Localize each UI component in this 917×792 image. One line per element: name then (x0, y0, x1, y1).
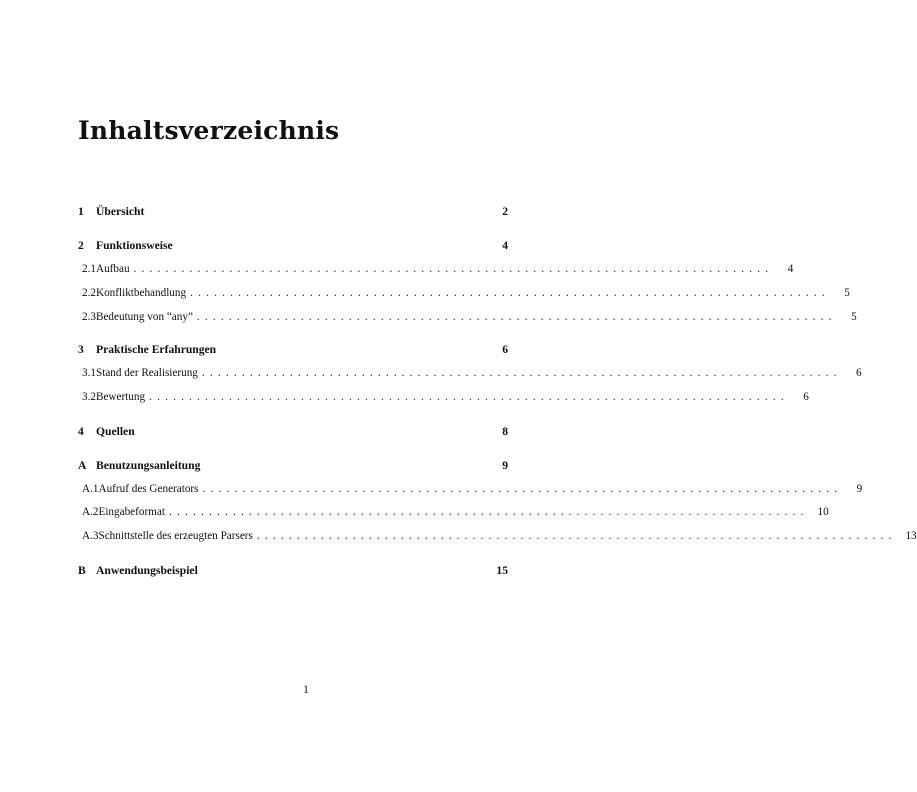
toc-entry-number: A.2 (82, 506, 99, 518)
toc-entry-title: Bedeutung von “any” (95, 311, 193, 323)
toc-entry[interactable] (78, 343, 508, 356)
toc-entry-number: B (78, 564, 86, 577)
toc-entry-title: Praktische Erfahrungen (96, 343, 217, 356)
toc-entry-title: Benutzungsanleitung (96, 459, 201, 472)
toc-entry-page: 15 (496, 564, 508, 577)
toc-entry-page: 4 (787, 263, 794, 275)
toc-dot-leader: ................................................................................ (202, 483, 843, 495)
toc-entry[interactable] (80, 311, 857, 323)
toc-entry-number: 2 (78, 239, 84, 252)
toc-entry-page: 5 (844, 287, 850, 299)
toc-entry-page: 9 (502, 459, 508, 472)
toc-dot-leader: ................................................................................ (190, 287, 830, 299)
toc-entry-number: 1 (78, 205, 84, 218)
toc-dot-leader: ................................................................................ (149, 391, 789, 403)
toc-entry-title: Bewertung (95, 391, 146, 403)
toc-entry-page: 6 (856, 367, 862, 379)
toc-entry-title: Aufruf des Generators (98, 483, 199, 495)
toc-entry-title: Konfliktbehandlung (95, 287, 187, 299)
toc-entry[interactable] (78, 239, 508, 252)
toc-entry-number: 3.2 (82, 391, 96, 403)
page-title: Inhaltsverzeichnis (78, 116, 340, 145)
toc-entry-title: Aufbau (95, 263, 130, 275)
toc-entry[interactable] (80, 287, 850, 299)
toc-entry-number: A (78, 459, 87, 472)
toc-entry-number: 2.3 (82, 311, 96, 323)
toc-entry-number: 4 (78, 425, 84, 438)
toc-entry-title: Übersicht (96, 205, 145, 218)
toc-entry[interactable] (80, 391, 809, 403)
toc-entry-page: 13 (905, 530, 917, 542)
toc-entry-page: 2 (502, 205, 508, 218)
toc-entry-title: Quellen (96, 425, 135, 438)
toc-entry[interactable] (78, 459, 508, 472)
toc-entry[interactable] (78, 564, 508, 577)
toc-entry-page: 10 (817, 506, 829, 518)
toc-entry-title: Schnittstelle des erzeugten Parsers (98, 530, 253, 542)
toc-dot-leader: ................................................................................ (168, 506, 809, 518)
toc-entry[interactable] (80, 367, 862, 379)
toc-entry-number: A.1 (82, 483, 99, 495)
toc-entry[interactable] (78, 425, 508, 438)
toc-entry[interactable] (78, 205, 508, 218)
toc-entry-page: 6 (502, 343, 508, 356)
toc-entry-title: Eingabeformat (98, 506, 165, 518)
toc-entry-page: 8 (502, 425, 508, 438)
toc-entry-page: 9 (856, 483, 863, 495)
toc-entry[interactable] (80, 263, 794, 275)
toc-dot-leader: ................................................................................ (133, 263, 774, 275)
toc-entry[interactable] (80, 530, 917, 542)
toc-dot-leader: ................................................................................ (196, 311, 837, 323)
toc-entry-title: Stand der Realisierung (95, 367, 198, 379)
toc-entry-number: 2.2 (82, 287, 96, 299)
toc-dot-leader: ................................................................................ (201, 367, 842, 379)
toc-entry[interactable] (80, 483, 863, 495)
toc-entry-number: 3.1 (82, 367, 96, 379)
page-number: 1 (303, 684, 309, 696)
toc-entry-number: A.3 (82, 530, 99, 542)
toc-entry-page: 6 (803, 391, 809, 403)
toc-entry-number: 2.1 (82, 263, 96, 275)
toc-entry-title: Anwendungsbeispiel (96, 564, 198, 577)
toc-entry-page: 4 (502, 239, 508, 252)
toc-entry-title: Funktionsweise (96, 239, 173, 252)
toc-entry-number: 3 (78, 343, 84, 356)
toc-entry[interactable] (80, 506, 829, 518)
toc-dot-leader: ................................................................................ (256, 530, 897, 542)
toc-entry-page: 5 (851, 311, 857, 323)
